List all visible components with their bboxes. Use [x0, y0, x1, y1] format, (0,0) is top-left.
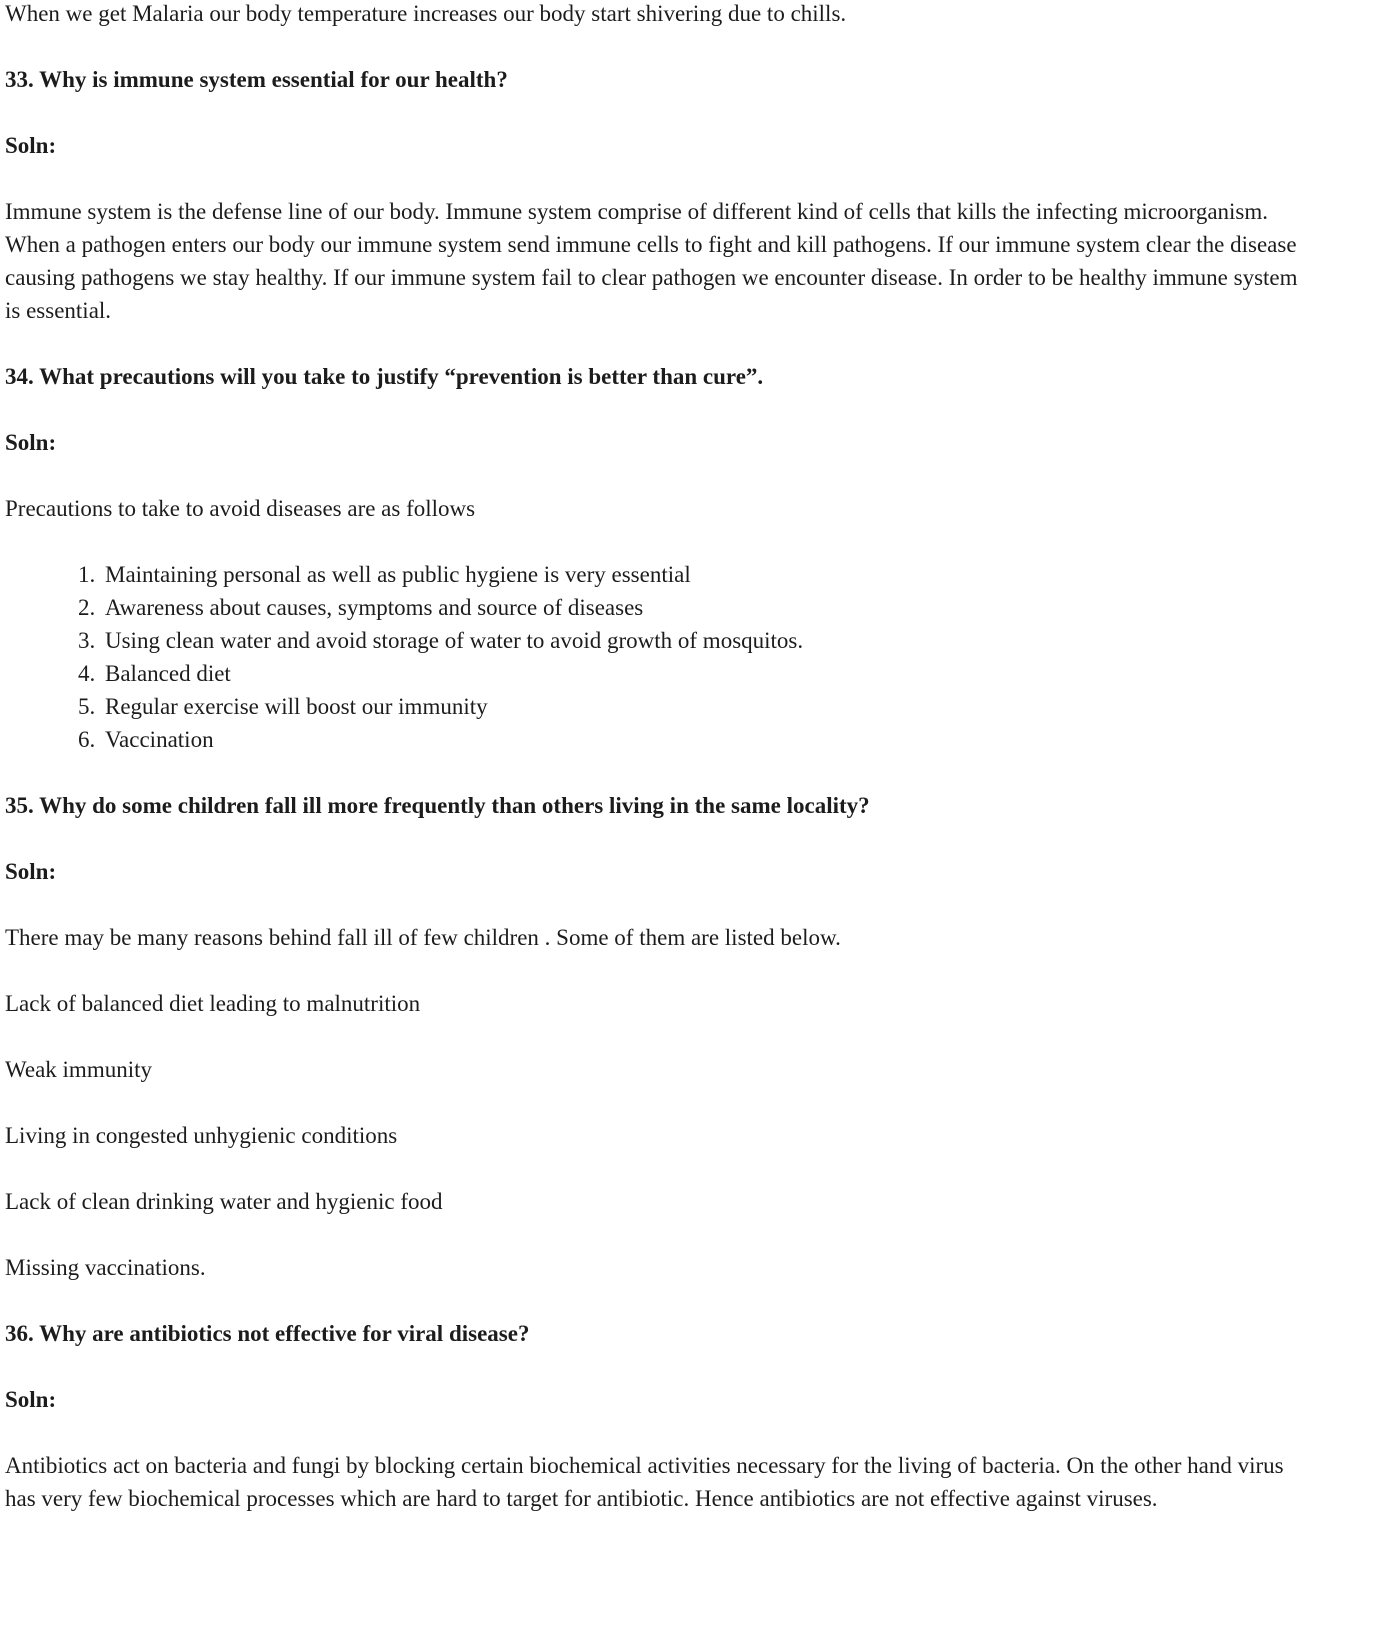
- q35-reason-paragraph: Living in congested unhygienic conditions: [5, 1123, 398, 1148]
- q35-reason-paragraph: Lack of balanced diet leading to malnutrition: [5, 991, 421, 1016]
- list-item: 3. Using clean water and avoid storage of water to avoid growth of mosquitos.: [101, 624, 1315, 657]
- q33-soln-label: Soln:: [5, 133, 57, 158]
- list-item: 2. Awareness about causes, symptoms and source of diseases: [101, 591, 1315, 624]
- list-item: 4. Balanced diet: [101, 657, 1315, 690]
- q35-reason-paragraph: Missing vaccinations.: [5, 1255, 206, 1280]
- q36-answer-paragraph: Antibiotics act on bacteria and fungi by blocking certain biochemical activities necessary for the living of bacteria. On the other hand virus has very few biochemical processes which are hard to target for antibiotic. Hence antibiotics are not effective against viruses.: [5, 1453, 1284, 1511]
- question-35-heading: 35. Why do some children fall ill more frequently than others living in the same locality?: [5, 793, 870, 818]
- q35-reason-paragraph: Lack of clean drinking water and hygienic food: [5, 1189, 443, 1214]
- q35-soln-label: Soln:: [5, 859, 57, 884]
- question-36-heading: 36. Why are antibiotics not effective for viral disease?: [5, 1321, 530, 1346]
- list-item: 1. Maintaining personal as well as public hygiene is very essential: [101, 558, 1315, 591]
- list-item: 6. Vaccination: [101, 723, 1315, 756]
- q36-soln-label: Soln:: [5, 1387, 57, 1412]
- prev-answer-tail-paragraph: When we get Malaria our body temperature increases our body start shivering due to chills.: [5, 1, 847, 26]
- q35-reason-paragraph: Weak immunity: [5, 1057, 152, 1082]
- list-item: 5. Regular exercise will boost our immunity: [101, 690, 1315, 723]
- q33-answer-paragraph: Immune system is the defense line of our body. Immune system comprise of different kind of cells that kills the infecting microorganism. When a pathogen enters our body our immune system send immune cells to fight and kill pathogens. If our immune system clear the disease causing pathogens we stay healthy. If our immune system fail to clear pathogen we encounter disease. In order to be healthy immune system is essential.: [5, 199, 1298, 323]
- q35-answer-intro: There may be many reasons behind fall ill of few children . Some of them are listed below.: [5, 925, 841, 950]
- question-33-heading: 33. Why is immune system essential for our health?: [5, 67, 508, 92]
- q34-precautions-list: [5, 558, 1315, 756]
- question-34-heading: 34. What precautions will you take to justify “prevention is better than cure”.: [5, 364, 764, 389]
- q34-answer-intro: Precautions to take to avoid diseases are as follows: [5, 496, 476, 521]
- q34-soln-label: Soln:: [5, 430, 57, 455]
